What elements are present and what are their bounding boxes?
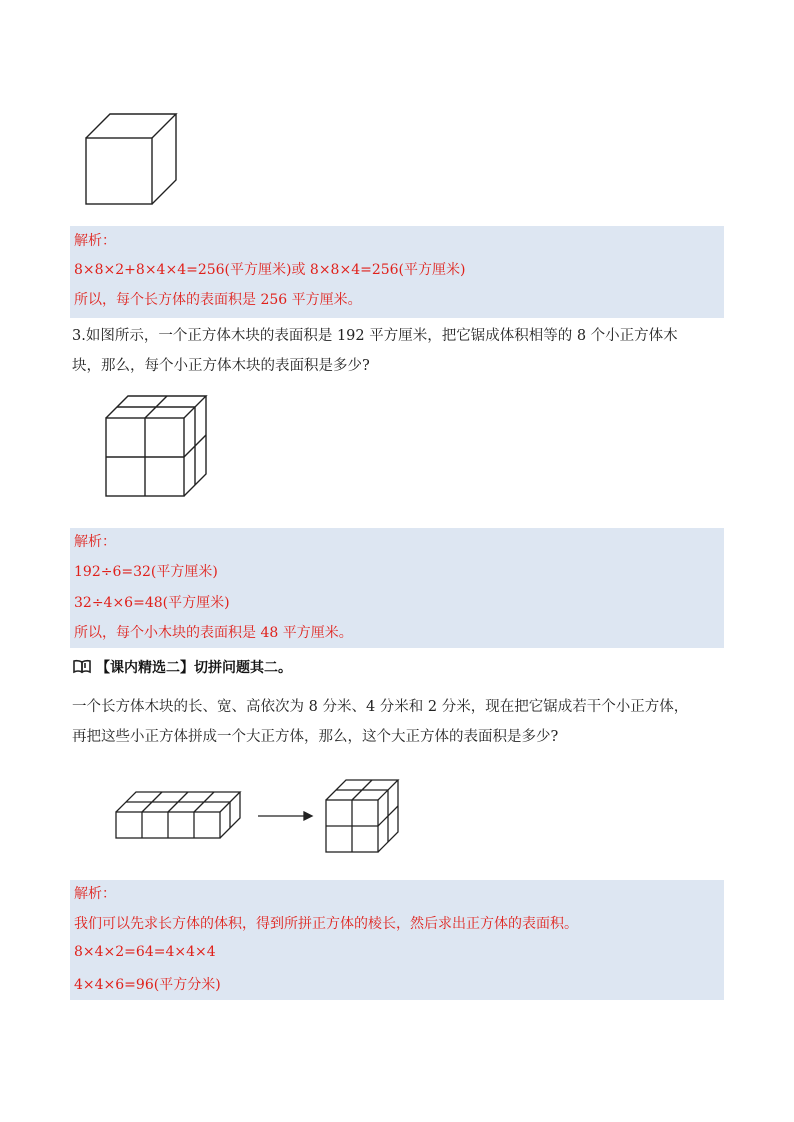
cube-split-figure bbox=[100, 390, 212, 502]
problem-3-line-1: 3.如图所示，一个正方体木块的表面积是 192 平方厘米，把它锯成体积相等的 8 个小正方体木 bbox=[72, 328, 678, 344]
analysis-box-1 bbox=[70, 226, 724, 318]
cuboid-to-cube-figure bbox=[110, 770, 410, 856]
problem-4-line-1: 一个长方体木块的长、宽、高依次为 8 分米、4 分米和 2 分米，现在把它锯成若干个小正方体， bbox=[72, 699, 689, 715]
problem-3-line-2: 块，那么，每个小正方体木块的表面积是多少? bbox=[72, 358, 370, 374]
analysis-label: 解析： bbox=[74, 233, 116, 249]
analysis-line: 192÷6=32(平方厘米) bbox=[74, 564, 218, 580]
analysis-label: 解析： bbox=[74, 886, 116, 902]
analysis-box-2 bbox=[70, 528, 724, 648]
analysis-line: 32÷4×6=48(平方厘米) bbox=[74, 595, 230, 611]
section-title bbox=[72, 657, 292, 677]
section-title-text: 【课内精选二】切拼问题其二。 bbox=[96, 660, 292, 676]
cube-figure bbox=[80, 108, 180, 208]
analysis-box-3 bbox=[70, 880, 724, 1000]
analysis-line: 8×4×2=64=4×4×4 bbox=[74, 944, 216, 960]
book-icon bbox=[72, 659, 92, 675]
problem-4-line-2: 再把这些小正方体拼成一个大正方体，那么，这个大正方体的表面积是多少? bbox=[72, 729, 559, 745]
analysis-line: 所以，每个长方体的表面积是 256 平方厘米。 bbox=[74, 292, 362, 308]
analysis-label: 解析： bbox=[74, 534, 116, 550]
analysis-line: 我们可以先求长方体的体积，得到所拼正方体的棱长，然后求出正方体的表面积。 bbox=[74, 916, 578, 932]
analysis-line: 8×8×2+8×4×4=256(平方厘米)或 8×8×4=256(平方厘米) bbox=[74, 262, 466, 278]
analysis-line: 4×4×6=96(平方分米) bbox=[74, 977, 221, 993]
analysis-line: 所以，每个小木块的表面积是 48 平方厘米。 bbox=[74, 625, 353, 641]
